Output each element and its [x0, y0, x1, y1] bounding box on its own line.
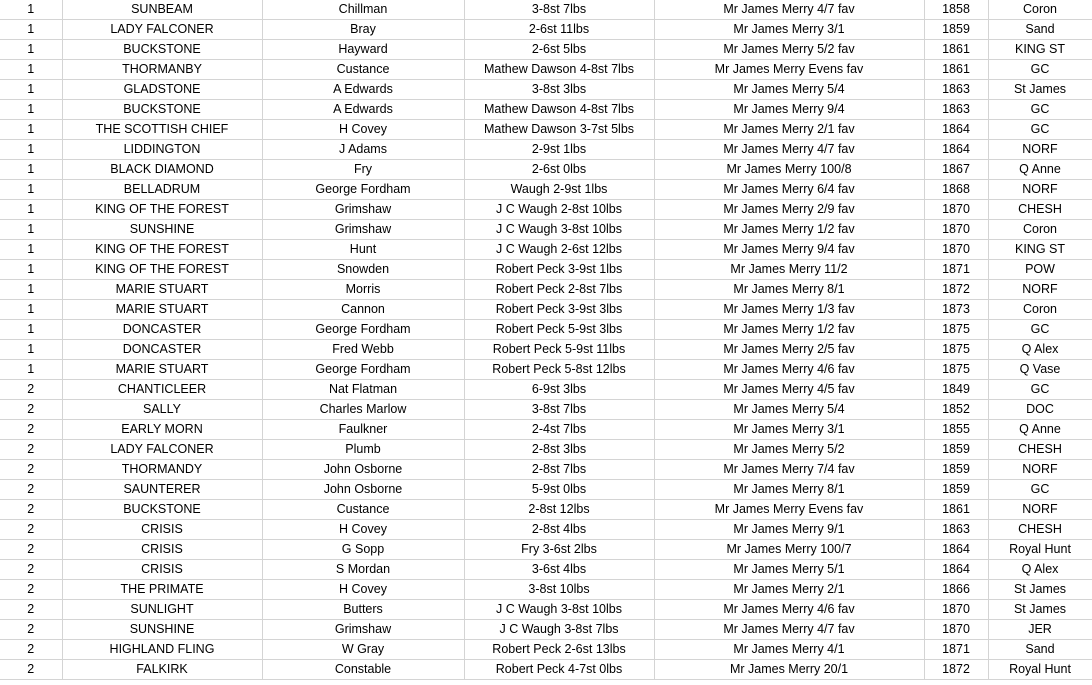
place-cell[interactable]: 2: [0, 480, 62, 500]
table-row: [0, 100, 1092, 120]
horse-cell[interactable]: SUNSHINE: [62, 220, 262, 240]
horse-cell[interactable]: EARLY MORN: [62, 420, 262, 440]
horse-cell[interactable]: CRISIS: [62, 560, 262, 580]
owner-odds-cell[interactable]: Mr James Merry 2/5 fav: [654, 340, 924, 360]
trainer-age-weight-cell[interactable]: Robert Peck 3-9st 1lbs: [464, 260, 654, 280]
trainer-age-weight-cell[interactable]: Mathew Dawson 3-7st 5lbs: [464, 120, 654, 140]
jockey-cell[interactable]: Grimshaw: [262, 220, 464, 240]
year-cell[interactable]: 1863: [924, 520, 988, 540]
trainer-age-weight-cell[interactable]: Mathew Dawson 4-8st 7lbs: [464, 60, 654, 80]
horse-cell[interactable]: LADY FALCONER: [62, 20, 262, 40]
table-row: [0, 40, 1092, 60]
place-cell[interactable]: 1: [0, 80, 62, 100]
horse-cell[interactable]: CHANTICLEER: [62, 380, 262, 400]
trainer-age-weight-cell[interactable]: 3-6st 4lbs: [464, 560, 654, 580]
table-row: [0, 200, 1092, 220]
year-cell[interactable]: 1875: [924, 320, 988, 340]
jockey-cell[interactable]: Cannon: [262, 300, 464, 320]
trainer-age-weight-cell[interactable]: J C Waugh 2-6st 12lbs: [464, 240, 654, 260]
year-cell[interactable]: 1872: [924, 660, 988, 680]
race-cell[interactable]: CHESH: [988, 440, 1092, 460]
owner-odds-cell[interactable]: Mr James Merry 5/4: [654, 400, 924, 420]
race-cell[interactable]: Coron: [988, 220, 1092, 240]
race-cell[interactable]: NORF: [988, 140, 1092, 160]
table-row: [0, 160, 1092, 180]
jockey-cell[interactable]: A Edwards: [262, 80, 464, 100]
race-cell[interactable]: GC: [988, 480, 1092, 500]
jockey-cell[interactable]: Hayward: [262, 40, 464, 60]
race-cell[interactable]: St James: [988, 580, 1092, 600]
year-cell[interactable]: 1861: [924, 40, 988, 60]
table-row: [0, 360, 1092, 380]
jockey-cell[interactable]: Fred Webb: [262, 340, 464, 360]
race-cell[interactable]: CHESH: [988, 200, 1092, 220]
year-cell[interactable]: 1859: [924, 460, 988, 480]
horse-cell[interactable]: THE SCOTTISH CHIEF: [62, 120, 262, 140]
trainer-age-weight-cell[interactable]: 2-8st 3lbs: [464, 440, 654, 460]
trainer-age-weight-cell[interactable]: Robert Peck 2-8st 7lbs: [464, 280, 654, 300]
owner-odds-cell[interactable]: Mr James Merry 9/4: [654, 100, 924, 120]
jockey-cell[interactable]: Fry: [262, 160, 464, 180]
owner-odds-cell[interactable]: Mr James Merry 4/7 fav: [654, 620, 924, 640]
jockey-cell[interactable]: Snowden: [262, 260, 464, 280]
year-cell[interactable]: 1855: [924, 420, 988, 440]
table-row: [0, 400, 1092, 420]
horse-cell[interactable]: BLACK DIAMOND: [62, 160, 262, 180]
place-cell[interactable]: 1: [0, 300, 62, 320]
trainer-age-weight-cell[interactable]: 5-9st 0lbs: [464, 480, 654, 500]
year-cell[interactable]: 1858: [924, 0, 988, 20]
horse-cell[interactable]: LIDDINGTON: [62, 140, 262, 160]
horse-cell[interactable]: SALLY: [62, 400, 262, 420]
place-cell[interactable]: 1: [0, 340, 62, 360]
year-cell[interactable]: 1867: [924, 160, 988, 180]
horse-cell[interactable]: HIGHLAND FLING: [62, 640, 262, 660]
horse-cell[interactable]: THE PRIMATE: [62, 580, 262, 600]
table-row: [0, 500, 1092, 520]
year-cell[interactable]: 1852: [924, 400, 988, 420]
place-cell[interactable]: 1: [0, 360, 62, 380]
year-cell[interactable]: 1859: [924, 20, 988, 40]
owner-odds-cell[interactable]: Mr James Merry Evens fav: [654, 500, 924, 520]
jockey-cell[interactable]: Custance: [262, 60, 464, 80]
place-cell[interactable]: 2: [0, 660, 62, 680]
year-cell[interactable]: 1859: [924, 480, 988, 500]
jockey-cell[interactable]: Nat Flatman: [262, 380, 464, 400]
race-cell[interactable]: KING ST: [988, 240, 1092, 260]
jockey-cell[interactable]: Hunt: [262, 240, 464, 260]
place-cell[interactable]: 2: [0, 540, 62, 560]
owner-odds-cell[interactable]: Mr James Merry 100/7: [654, 540, 924, 560]
owner-odds-cell[interactable]: Mr James Merry 1/2 fav: [654, 320, 924, 340]
owner-odds-cell[interactable]: Mr James Merry 4/6 fav: [654, 600, 924, 620]
owner-odds-cell[interactable]: Mr James Merry 9/4 fav: [654, 240, 924, 260]
horse-cell[interactable]: SUNSHINE: [62, 620, 262, 640]
race-cell[interactable]: Q Vase: [988, 360, 1092, 380]
year-cell[interactable]: 1870: [924, 600, 988, 620]
owner-odds-cell[interactable]: Mr James Merry 11/2: [654, 260, 924, 280]
table-row: [0, 80, 1092, 100]
trainer-age-weight-cell[interactable]: J C Waugh 3-8st 7lbs: [464, 620, 654, 640]
jockey-cell[interactable]: H Covey: [262, 580, 464, 600]
owner-odds-cell[interactable]: Mr James Merry 6/4 fav: [654, 180, 924, 200]
place-cell[interactable]: 2: [0, 640, 62, 660]
owner-odds-cell[interactable]: Mr James Merry 5/2: [654, 440, 924, 460]
place-cell[interactable]: 1: [0, 260, 62, 280]
owner-odds-cell[interactable]: Mr James Merry 8/1: [654, 280, 924, 300]
owner-odds-cell[interactable]: Mr James Merry 4/1: [654, 640, 924, 660]
year-cell[interactable]: 1870: [924, 620, 988, 640]
trainer-age-weight-cell[interactable]: 3-8st 7lbs: [464, 0, 654, 20]
place-cell[interactable]: 2: [0, 620, 62, 640]
horse-cell[interactable]: MARIE STUART: [62, 360, 262, 380]
horse-cell[interactable]: THORMANBY: [62, 60, 262, 80]
table-row: [0, 600, 1092, 620]
horse-cell[interactable]: CRISIS: [62, 540, 262, 560]
race-cell[interactable]: NORF: [988, 460, 1092, 480]
horse-cell[interactable]: CRISIS: [62, 520, 262, 540]
jockey-cell[interactable]: Grimshaw: [262, 620, 464, 640]
year-cell[interactable]: 1871: [924, 260, 988, 280]
jockey-cell[interactable]: Charles Marlow: [262, 400, 464, 420]
owner-odds-cell[interactable]: Mr James Merry 7/4 fav: [654, 460, 924, 480]
place-cell[interactable]: 1: [0, 160, 62, 180]
jockey-cell[interactable]: George Fordham: [262, 180, 464, 200]
jockey-cell[interactable]: A Edwards: [262, 100, 464, 120]
race-cell[interactable]: St James: [988, 80, 1092, 100]
horse-cell[interactable]: GLADSTONE: [62, 80, 262, 100]
horse-cell[interactable]: BUCKSTONE: [62, 40, 262, 60]
jockey-cell[interactable]: Morris: [262, 280, 464, 300]
race-cell[interactable]: Royal Hunt: [988, 660, 1092, 680]
trainer-age-weight-cell[interactable]: 2-8st 4lbs: [464, 520, 654, 540]
year-cell[interactable]: 1875: [924, 360, 988, 380]
jockey-cell[interactable]: S Mordan: [262, 560, 464, 580]
place-cell[interactable]: 2: [0, 420, 62, 440]
table-row: [0, 440, 1092, 460]
owner-odds-cell[interactable]: Mr James Merry 4/7 fav: [654, 140, 924, 160]
place-cell[interactable]: 1: [0, 240, 62, 260]
year-cell[interactable]: 1861: [924, 500, 988, 520]
table-row: [0, 120, 1092, 140]
horse-cell[interactable]: SAUNTERER: [62, 480, 262, 500]
horse-cell[interactable]: KING OF THE FOREST: [62, 260, 262, 280]
jockey-cell[interactable]: Grimshaw: [262, 200, 464, 220]
jockey-cell[interactable]: W Gray: [262, 640, 464, 660]
race-cell[interactable]: Q Alex: [988, 340, 1092, 360]
jockey-cell[interactable]: G Sopp: [262, 540, 464, 560]
horse-cell[interactable]: SUNLIGHT: [62, 600, 262, 620]
race-cell[interactable]: GC: [988, 380, 1092, 400]
race-cell[interactable]: Q Anne: [988, 420, 1092, 440]
trainer-age-weight-cell[interactable]: 3-8st 3lbs: [464, 80, 654, 100]
horse-cell[interactable]: MARIE STUART: [62, 300, 262, 320]
table-row: [0, 560, 1092, 580]
place-cell[interactable]: 1: [0, 180, 62, 200]
table-row: [0, 260, 1092, 280]
year-cell[interactable]: 1872: [924, 280, 988, 300]
place-cell[interactable]: 1: [0, 140, 62, 160]
table-row: [0, 420, 1092, 440]
table-row: [0, 580, 1092, 600]
race-cell[interactable]: GC: [988, 320, 1092, 340]
trainer-age-weight-cell[interactable]: Fry 3-6st 2lbs: [464, 540, 654, 560]
place-cell[interactable]: 2: [0, 600, 62, 620]
trainer-age-weight-cell[interactable]: 2-6st 11lbs: [464, 20, 654, 40]
table-row: [0, 540, 1092, 560]
place-cell[interactable]: 2: [0, 520, 62, 540]
year-cell[interactable]: 1875: [924, 340, 988, 360]
table-row: [0, 480, 1092, 500]
table-row: [0, 0, 1092, 20]
jockey-cell[interactable]: John Osborne: [262, 480, 464, 500]
race-cell[interactable]: Coron: [988, 300, 1092, 320]
race-cell[interactable]: DOC: [988, 400, 1092, 420]
owner-odds-cell[interactable]: Mr James Merry 3/1: [654, 20, 924, 40]
trainer-age-weight-cell[interactable]: J C Waugh 3-8st 10lbs: [464, 220, 654, 240]
race-cell[interactable]: JER: [988, 620, 1092, 640]
trainer-age-weight-cell[interactable]: 2-4st 7lbs: [464, 420, 654, 440]
race-cell[interactable]: NORF: [988, 180, 1092, 200]
table-row: [0, 240, 1092, 260]
horse-cell[interactable]: THORMANDY: [62, 460, 262, 480]
year-cell[interactable]: 1870: [924, 200, 988, 220]
trainer-age-weight-cell[interactable]: 2-8st 12lbs: [464, 500, 654, 520]
trainer-age-weight-cell[interactable]: Waugh 2-9st 1lbs: [464, 180, 654, 200]
table-row: [0, 660, 1092, 680]
trainer-age-weight-cell[interactable]: Robert Peck 4-7st 0lbs: [464, 660, 654, 680]
place-cell[interactable]: 1: [0, 120, 62, 140]
owner-odds-cell[interactable]: Mr James Merry 20/1: [654, 660, 924, 680]
table-row: [0, 20, 1092, 40]
owner-odds-cell[interactable]: Mr James Merry 4/6 fav: [654, 360, 924, 380]
horse-cell[interactable]: KING OF THE FOREST: [62, 200, 262, 220]
table-row: [0, 340, 1092, 360]
table-row: [0, 140, 1092, 160]
trainer-age-weight-cell[interactable]: J C Waugh 3-8st 10lbs: [464, 600, 654, 620]
place-cell[interactable]: 1: [0, 100, 62, 120]
place-cell[interactable]: 2: [0, 580, 62, 600]
jockey-cell[interactable]: Bray: [262, 20, 464, 40]
table-row: [0, 180, 1092, 200]
year-cell[interactable]: 1849: [924, 380, 988, 400]
horse-cell[interactable]: FALKIRK: [62, 660, 262, 680]
year-cell[interactable]: 1863: [924, 100, 988, 120]
year-cell[interactable]: 1863: [924, 80, 988, 100]
table-row: [0, 520, 1092, 540]
owner-odds-cell[interactable]: Mr James Merry 4/5 fav: [654, 380, 924, 400]
table-row: [0, 220, 1092, 240]
place-cell[interactable]: 1: [0, 320, 62, 340]
owner-odds-cell[interactable]: Mr James Merry Evens fav: [654, 60, 924, 80]
trainer-age-weight-cell[interactable]: 2-8st 7lbs: [464, 460, 654, 480]
trainer-age-weight-cell[interactable]: 6-9st 3lbs: [464, 380, 654, 400]
year-cell[interactable]: 1868: [924, 180, 988, 200]
trainer-age-weight-cell[interactable]: Robert Peck 5-9st 3lbs: [464, 320, 654, 340]
trainer-age-weight-cell[interactable]: 2-6st 5lbs: [464, 40, 654, 60]
horse-cell[interactable]: BELLADRUM: [62, 180, 262, 200]
race-cell[interactable]: CHESH: [988, 520, 1092, 540]
owner-odds-cell[interactable]: Mr James Merry 8/1: [654, 480, 924, 500]
race-cell[interactable]: Coron: [988, 0, 1092, 20]
table-row: [0, 60, 1092, 80]
jockey-cell[interactable]: John Osborne: [262, 460, 464, 480]
year-cell[interactable]: 1870: [924, 240, 988, 260]
race-cell[interactable]: POW: [988, 260, 1092, 280]
place-cell[interactable]: 2: [0, 500, 62, 520]
trainer-age-weight-cell[interactable]: Mathew Dawson 4-8st 7lbs: [464, 100, 654, 120]
table-row: [0, 280, 1092, 300]
owner-odds-cell[interactable]: Mr James Merry 1/2 fav: [654, 220, 924, 240]
table-row: [0, 300, 1092, 320]
year-cell[interactable]: 1870: [924, 220, 988, 240]
owner-odds-cell[interactable]: Mr James Merry 4/7 fav: [654, 0, 924, 20]
table-row: [0, 460, 1092, 480]
jockey-cell[interactable]: J Adams: [262, 140, 464, 160]
horse-cell[interactable]: LADY FALCONER: [62, 440, 262, 460]
place-cell[interactable]: 1: [0, 220, 62, 240]
jockey-cell[interactable]: Chillman: [262, 0, 464, 20]
race-cell[interactable]: KING ST: [988, 40, 1092, 60]
place-cell[interactable]: 2: [0, 460, 62, 480]
place-cell[interactable]: 2: [0, 380, 62, 400]
owner-odds-cell[interactable]: Mr James Merry 5/2 fav: [654, 40, 924, 60]
place-cell[interactable]: 1: [0, 20, 62, 40]
jockey-cell[interactable]: Custance: [262, 500, 464, 520]
year-cell[interactable]: 1864: [924, 540, 988, 560]
year-cell[interactable]: 1873: [924, 300, 988, 320]
jockey-cell[interactable]: H Covey: [262, 520, 464, 540]
jockey-cell[interactable]: George Fordham: [262, 360, 464, 380]
race-cell[interactable]: Q Alex: [988, 560, 1092, 580]
place-cell[interactable]: 1: [0, 280, 62, 300]
race-cell[interactable]: NORF: [988, 500, 1092, 520]
year-cell[interactable]: 1864: [924, 560, 988, 580]
owner-odds-cell[interactable]: Mr James Merry 3/1: [654, 420, 924, 440]
year-cell[interactable]: 1861: [924, 60, 988, 80]
trainer-age-weight-cell[interactable]: Robert Peck 5-8st 12lbs: [464, 360, 654, 380]
jockey-cell[interactable]: George Fordham: [262, 320, 464, 340]
trainer-age-weight-cell[interactable]: 2-9st 1lbs: [464, 140, 654, 160]
year-cell[interactable]: 1871: [924, 640, 988, 660]
year-cell[interactable]: 1864: [924, 140, 988, 160]
race-cell[interactable]: GC: [988, 120, 1092, 140]
year-cell[interactable]: 1859: [924, 440, 988, 460]
owner-odds-cell[interactable]: Mr James Merry 1/3 fav: [654, 300, 924, 320]
jockey-cell[interactable]: Faulkner: [262, 420, 464, 440]
trainer-age-weight-cell[interactable]: Robert Peck 2-6st 13lbs: [464, 640, 654, 660]
year-cell[interactable]: 1864: [924, 120, 988, 140]
race-cell[interactable]: Sand: [988, 20, 1092, 40]
race-cell[interactable]: Q Anne: [988, 160, 1092, 180]
jockey-cell[interactable]: Butters: [262, 600, 464, 620]
table-row: [0, 320, 1092, 340]
place-cell[interactable]: 2: [0, 560, 62, 580]
horse-cell[interactable]: KING OF THE FOREST: [62, 240, 262, 260]
horse-cell[interactable]: MARIE STUART: [62, 280, 262, 300]
year-cell[interactable]: 1866: [924, 580, 988, 600]
trainer-age-weight-cell[interactable]: 2-6st 0lbs: [464, 160, 654, 180]
place-cell[interactable]: 1: [0, 0, 62, 20]
horse-cell[interactable]: BUCKSTONE: [62, 500, 262, 520]
owner-odds-cell[interactable]: Mr James Merry 100/8: [654, 160, 924, 180]
race-cell[interactable]: GC: [988, 100, 1092, 120]
trainer-age-weight-cell[interactable]: Robert Peck 3-9st 3lbs: [464, 300, 654, 320]
table-row: [0, 620, 1092, 640]
owner-odds-cell[interactable]: Mr James Merry 2/9 fav: [654, 200, 924, 220]
jockey-cell[interactable]: H Covey: [262, 120, 464, 140]
trainer-age-weight-cell[interactable]: 3-8st 7lbs: [464, 400, 654, 420]
race-cell[interactable]: Royal Hunt: [988, 540, 1092, 560]
owner-odds-cell[interactable]: Mr James Merry 5/4: [654, 80, 924, 100]
place-cell[interactable]: 1: [0, 60, 62, 80]
trainer-age-weight-cell[interactable]: Robert Peck 5-9st 11lbs: [464, 340, 654, 360]
trainer-age-weight-cell[interactable]: J C Waugh 2-8st 10lbs: [464, 200, 654, 220]
table-row: [0, 640, 1092, 660]
race-cell[interactable]: GC: [988, 60, 1092, 80]
place-cell[interactable]: 1: [0, 200, 62, 220]
place-cell[interactable]: 2: [0, 440, 62, 460]
owner-odds-cell[interactable]: Mr James Merry 9/1: [654, 520, 924, 540]
jockey-cell[interactable]: Constable: [262, 660, 464, 680]
owner-odds-cell[interactable]: Mr James Merry 2/1: [654, 580, 924, 600]
horse-cell[interactable]: DONCASTER: [62, 320, 262, 340]
place-cell[interactable]: 1: [0, 40, 62, 60]
horse-cell[interactable]: DONCASTER: [62, 340, 262, 360]
race-cell[interactable]: Sand: [988, 640, 1092, 660]
owner-odds-cell[interactable]: Mr James Merry 2/1 fav: [654, 120, 924, 140]
jockey-cell[interactable]: Plumb: [262, 440, 464, 460]
horse-cell[interactable]: SUNBEAM: [62, 0, 262, 20]
trainer-age-weight-cell[interactable]: 3-8st 10lbs: [464, 580, 654, 600]
table-row: [0, 380, 1092, 400]
race-cell[interactable]: St James: [988, 600, 1092, 620]
horse-cell[interactable]: BUCKSTONE: [62, 100, 262, 120]
place-cell[interactable]: 2: [0, 400, 62, 420]
owner-odds-cell[interactable]: Mr James Merry 5/1: [654, 560, 924, 580]
race-cell[interactable]: NORF: [988, 280, 1092, 300]
